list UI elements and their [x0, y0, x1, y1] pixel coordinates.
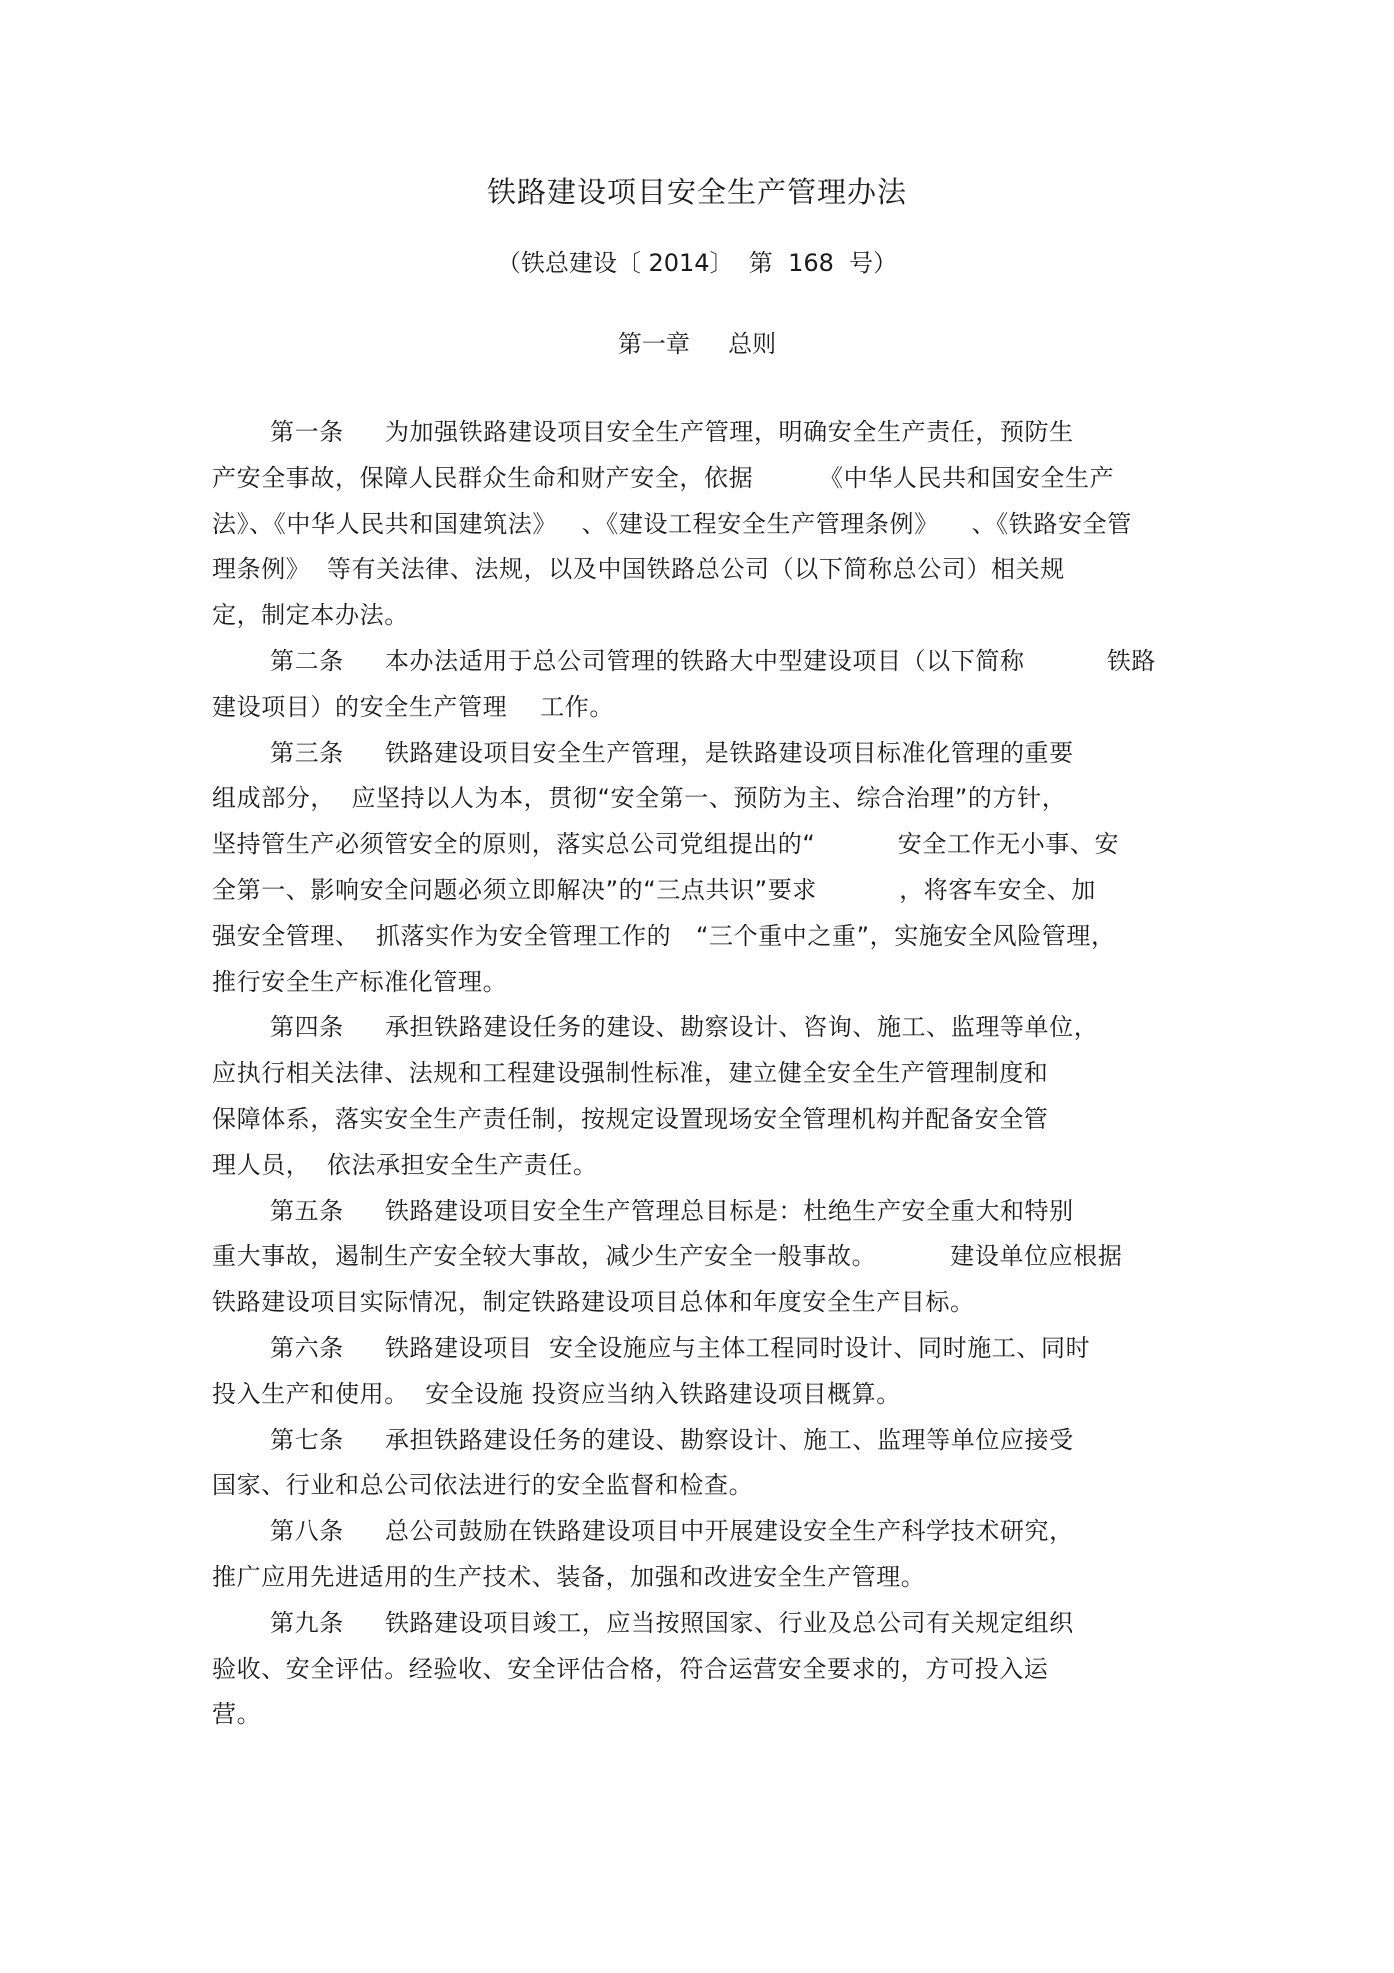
text-line: 第七条 承担铁路建设任务的建设、勘察设计、施工、监理等单位应接受	[270, 1425, 1074, 1454]
text-line: 法》、《中华人民共和国建筑法》 、《建设工程安全生产管理条例》 、《铁路安全管	[212, 509, 1132, 538]
text-line: 坚持管生产必须管安全的原则，落实总公司党组提出的“ 安全工作无小事、安	[212, 830, 1120, 859]
text-line: 组成部分， 应坚持以人为本，贯彻“安全第一、预防为主、综合治理”的方针，	[212, 784, 1067, 813]
text-line: 重大事故，遏制生产安全较大事故，减少生产安全一般事故。 建设单位应根据	[212, 1242, 1123, 1271]
document-body	[212, 410, 1212, 1738]
text-line: 验收、安全评估。经验收、安全评估合格，符合运营安全要求的，方可投入运	[212, 1654, 1049, 1683]
text-line: 投入生产和使用。 安全设施 投资应当纳入铁路建设项目概算。	[212, 1379, 901, 1408]
text-line: 第三条 铁路建设项目安全生产管理，是铁路建设项目标准化管理的重要	[270, 738, 1074, 767]
text-line: 保障体系，落实安全生产责任制，按规定设置现场安全管理机构并配备安全管	[212, 1104, 1049, 1133]
text-line: 理人员， 依法承担安全生产责任。	[212, 1150, 598, 1179]
text-line: 推行安全生产标准化管理。	[212, 967, 508, 996]
text-line: 应执行相关法律、法规和工程建设强制性标准，建立健全安全生产管理制度和	[212, 1059, 1049, 1088]
text-line: 推广应用先进适用的生产技术、装备，加强和改进安全生产管理。	[212, 1562, 926, 1591]
text-line: 理条例》 等有关法律、法规，以及中国铁路总公司（以下简称总公司）相关规	[212, 555, 1065, 584]
document-number: （铁总建设〔 2014〕 第 168 号）	[496, 249, 898, 277]
text-line: 第五条 铁路建设项目安全生产管理总目标是：杜绝生产安全重大和特别	[270, 1196, 1074, 1225]
text-line: 国家、行业和总公司依法进行的安全监督和检查。	[212, 1471, 754, 1500]
text-line: 建设项目）的安全生产管理 工作。	[212, 692, 614, 721]
document-title: 铁路建设项目安全生产管理办法	[486, 175, 907, 209]
text-line: 全第一、影响安全问题必须立即解决”的“三点共识”要求 ，将客车安全、加	[212, 875, 1096, 904]
text-line: 第八条 总公司鼓励在铁路建设项目中开展建设安全生产科学技术研究，	[270, 1517, 1074, 1546]
text-line: 铁路建设项目实际情况，制定铁路建设项目总体和年度安全生产目标。	[212, 1288, 975, 1317]
text-line: 第一条 为加强铁路建设项目安全生产管理，明确安全生产责任，预防生	[270, 418, 1074, 446]
text-line: 定，制定本办法。	[212, 601, 409, 630]
text-line: 营。	[212, 1700, 262, 1729]
text-line: 第九条 铁路建设项目竣工，应当按照国家、行业及总公司有关规定组织	[270, 1608, 1074, 1637]
text-line: 产安全事故，保障人民群众生命和财产安全，依据 《中华人民共和国安全生产	[212, 463, 1115, 492]
text-line: 强安全管理、 抓落实作为安全管理工作的 “三个重中之重”，实施安全风险管理，	[212, 921, 1116, 950]
text-line: 第二条 本办法适用于总公司管理的铁路大中型建设项目（以下简称 铁路	[270, 646, 1157, 675]
text-line: 第四条 承担铁路建设任务的建设、勘察设计、咨询、施工、监理等单位，	[270, 1013, 1099, 1042]
chapter-heading: 第一章 总则	[617, 330, 777, 358]
text-line: 第六条 铁路建设项目 安全设施应与主体工程同时设计、同时施工、同时	[270, 1333, 1091, 1362]
